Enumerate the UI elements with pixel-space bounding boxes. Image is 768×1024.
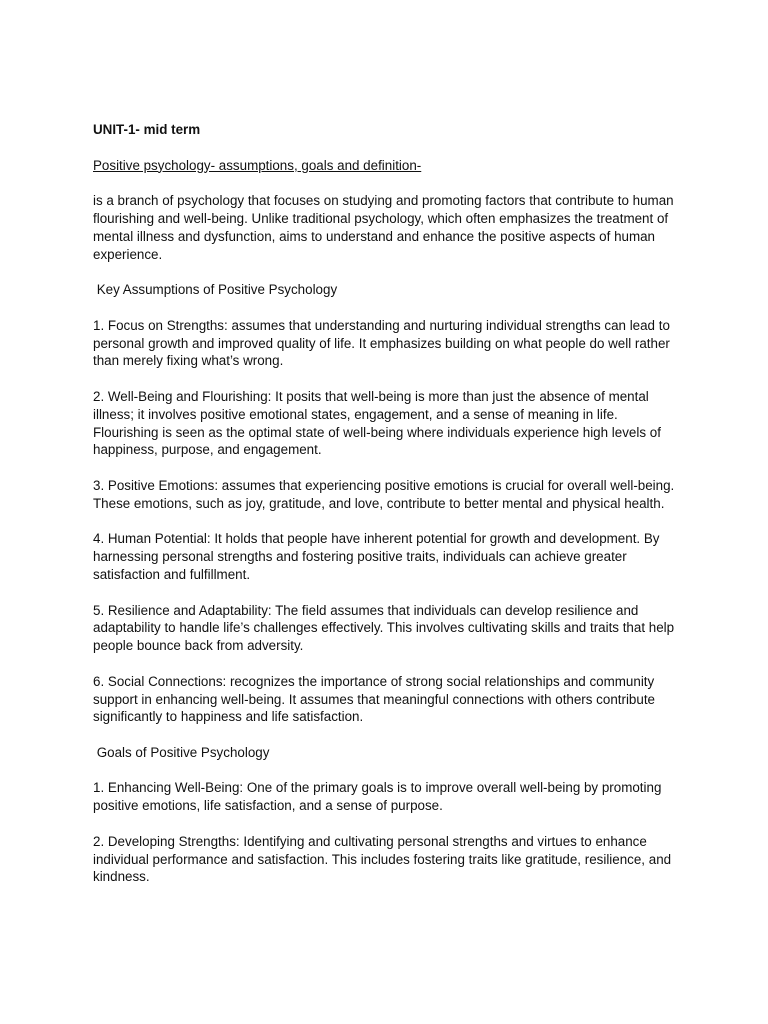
- assumption-item: 3. Positive Emotions: assumes that experiencing positive emotions is crucial for overall well-being. These emotions, such as joy, gratitude, and love, contribute to better mental and physical health.: [93, 477, 678, 511]
- assumption-item: 5. Resilience and Adaptability: The field assumes that individuals can develop resilience and adaptability to handle life’s challenges effectively. This involves cultivating skills and traits that help people bounce back from adversity.: [93, 602, 678, 654]
- assumption-item: 4. Human Potential: It holds that people have inherent potential for growth and development. By harnessing personal strengths and fostering positive traits, individuals can achieve greater satisfaction and fulfillment.: [93, 531, 664, 582]
- goals-heading: Goals of Positive Psychology: [93, 744, 270, 760]
- assumptions-heading: Key Assumptions of Positive Psychology: [93, 282, 338, 298]
- assumption-item: 1. Focus on Strengths: assumes that understanding and nurturing individual strengths can lead to personal growth and improved quality of life. It emphasizes building on what people do well rather than merely fixing what’s wrong.: [93, 317, 674, 369]
- document-title: UNIT-1- mid term: [93, 122, 201, 137]
- intro-paragraph: is a branch of psychology that focuses on studying and promoting factors that contribute to human flourishing and well-being. Unlike traditional psychology, which often emphasizes the treatment of mental illness and dysfunction, aims to understand and enhance the positive aspects of human experience.: [93, 193, 678, 262]
- assumption-item: 2. Well-Being and Flourishing: It posits that well-being is more than just the absence of mental illness; it involves positive emotional states, engagement, and a sense of meaning in life. Flourishing is seen as the optimal state of well-being where individuals experience high levels of happiness, purpose, and engagement.: [93, 388, 665, 458]
- section-subheading: Positive psychology- assumptions, goals and definition-: [93, 157, 422, 173]
- document-page: [93, 121, 683, 886]
- goal-item: 2. Developing Strengths: Identifying and cultivating personal strengths and virtues to enhance individual performance and satisfaction. This includes fostering traits like gratitude, resilience, and kindness.: [93, 833, 675, 885]
- assumption-item: 6. Social Connections: recognizes the importance of strong social relationships and community support in enhancing well-being. It assumes that meaningful connections with others contribute significantly to happiness and life satisfaction.: [93, 673, 659, 725]
- goal-item: 1. Enhancing Well-Being: One of the primary goals is to improve overall well-being by promoting positive emotions, life satisfaction, and a sense of purpose.: [93, 780, 666, 814]
